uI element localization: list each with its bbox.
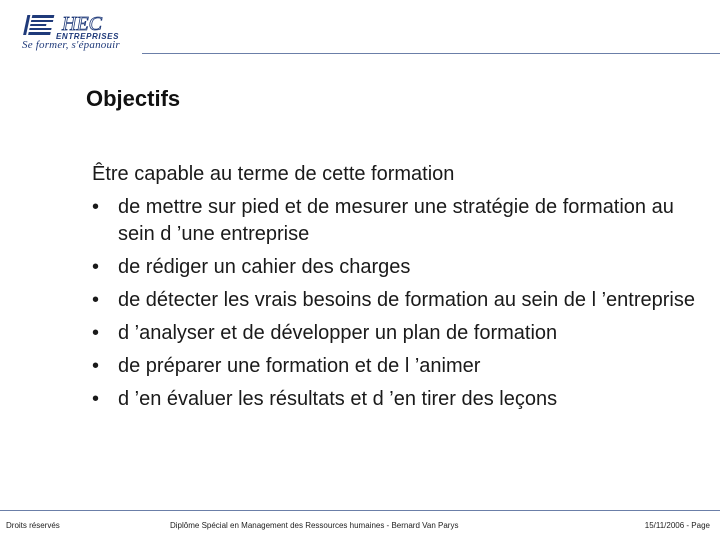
list-item-text: d ’en évaluer les résultats et d ’en tirer des leçons (118, 388, 558, 410)
list-item-text: de mettre sur pied et de mesurer une stratégie de formation au sein d ’une entreprise (118, 196, 674, 245)
hec-entreprises-logo (22, 12, 140, 52)
list-item (92, 386, 702, 413)
list-item (92, 353, 702, 380)
bullet-glyph: • (92, 289, 100, 311)
list-item-text: de détecter les vrais besoins de formation au sein de l ’entreprise (118, 289, 695, 311)
list-item-text: d ’analyser et de développer un plan de formation (118, 322, 558, 344)
slide-body (92, 161, 702, 413)
header-divider (142, 53, 720, 54)
list-item (92, 194, 702, 248)
list-item (92, 254, 702, 281)
footer-divider (0, 510, 720, 511)
list-item-text: de préparer une formation et de l ’animer (118, 355, 481, 377)
bullet-glyph: • (92, 388, 100, 410)
list-item-text: de rédiger un cahier des charges (118, 256, 411, 278)
list-item (92, 287, 702, 314)
list-item (92, 320, 702, 347)
footer-date-page: 15/11/2006 - Page (644, 521, 710, 530)
slide-title: Objectifs (86, 86, 181, 111)
hec-logo-mark (22, 12, 140, 40)
bullet-glyph: • (92, 355, 100, 377)
logo-tagline: Se former, s'épanouir (22, 39, 120, 51)
hec-brand-text: HEC (62, 13, 102, 35)
intro-text: Être capable au terme de cette formation (92, 163, 455, 185)
entreprises-brand-text: ENTREPRISES (56, 32, 120, 40)
footer-course-credit: Diplôme Spécial en Management des Ressources humaines - Bernard Van Parys (170, 521, 459, 530)
footer-rights: Droits réservés (6, 521, 60, 530)
bullet-glyph: • (92, 256, 100, 278)
bullet-glyph: • (92, 196, 100, 218)
bullet-glyph: • (92, 322, 100, 344)
objectives-list (92, 194, 702, 413)
